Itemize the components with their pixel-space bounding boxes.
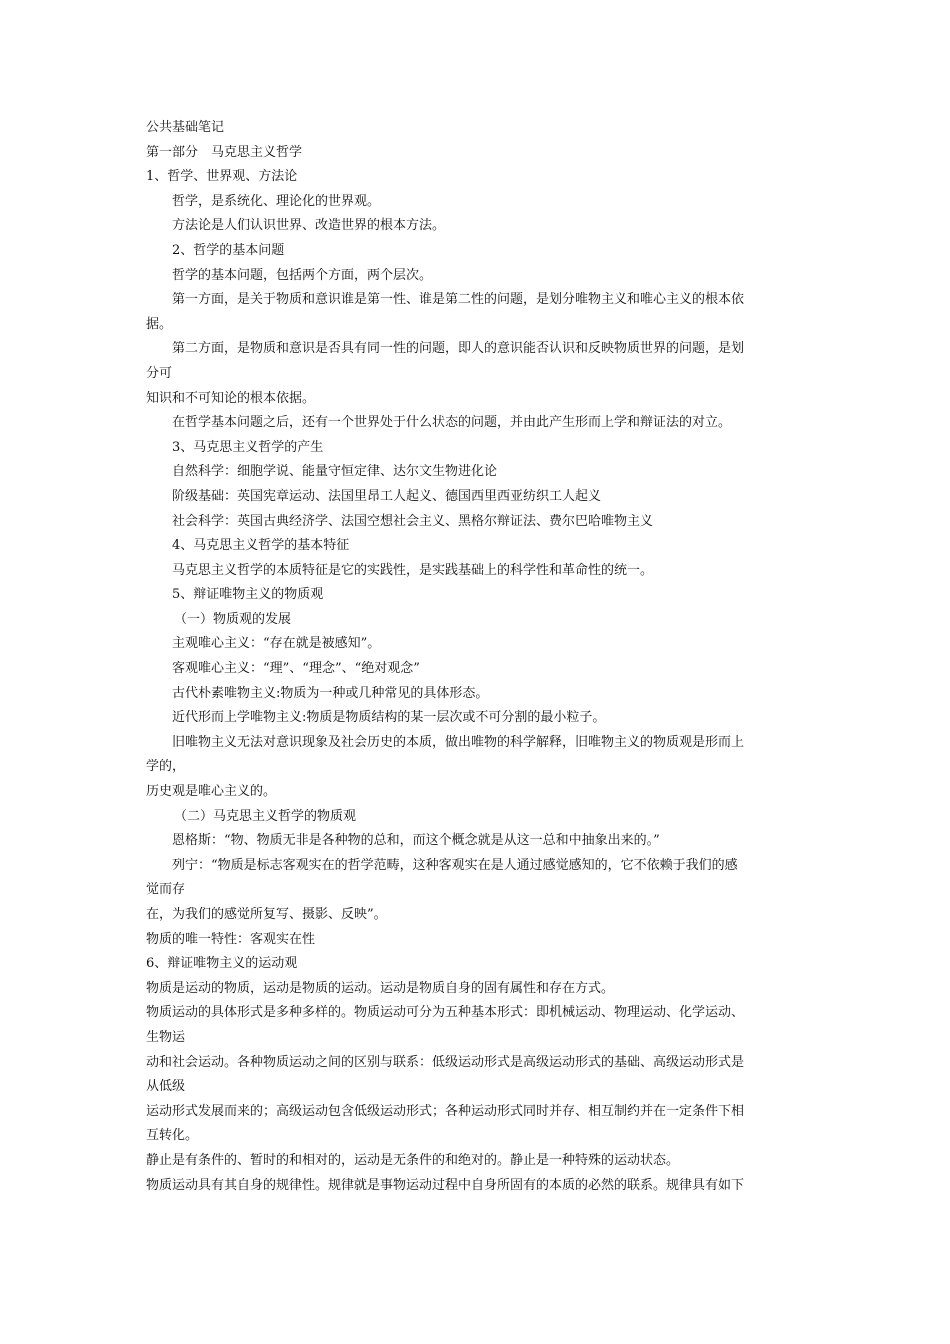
text-line: 历史观是唯心主义的。 (146, 784, 277, 800)
text-line: 物质的唯一特性：客观实在性 (146, 931, 316, 947)
text-line: 学的， (146, 759, 186, 775)
text-line: 2、哲学的基本问题 (172, 242, 285, 258)
text-line: 在哲学基本问题之后，还有一个世界处于什么状态的问题，并由此产生形而上学和辩证法的对立。 (172, 415, 732, 431)
text-line: （一）物质观的发展 (174, 611, 292, 627)
text-line: 主观唯心主义：“存在就是被感知”。 (172, 636, 381, 652)
text-line: 社会科学：英国古典经济学、法国空想社会主义、黑格尔辩证法、费尔巴哈唯物主义 (172, 513, 654, 529)
text-line: 物质是运动的物质，运动是物质的运动。运动是物质自身的固有属性和存在方式。 (146, 980, 615, 996)
text-line: 静止是有条件的、暂时的和相对的，运动是无条件的和绝对的。静止是一种特殊的运动状态。 (146, 1152, 680, 1168)
text-line: 5、辩证唯物主义的物质观 (172, 587, 324, 603)
text-line: 分可 (146, 365, 173, 381)
text-line: 1、哲学、世界观、方法论 (146, 169, 298, 185)
text-line: 据。 (146, 316, 173, 332)
text-line: 从低级 (146, 1079, 186, 1095)
text-line: 马克思主义哲学的本质特征是它的实践性，是实践基础上的科学性和革命性的统一。 (172, 562, 654, 578)
text-line: 第一方面，是关于物质和意识谁是第一性、谁是第二性的问题，是划分唯物主义和唯心主义的根本依 (172, 292, 745, 308)
text-line: 阶级基础：英国宪章运动、法国里昂工人起义、德国西里西亚纺织工人起义 (172, 488, 602, 504)
text-line: 公共基础笔记 (146, 120, 225, 135)
text-line: 运动形式发展而来的；高级运动包含低级运动形式；各种运动形式同时并存、相互制约并在一定条件下相 (146, 1103, 745, 1119)
text-line: 哲学的基本问题，包括两个方面，两个层次。 (172, 267, 433, 283)
text-line: 哲学，是系统化、理论化的世界观。 (172, 193, 381, 209)
text-line: 自然科学：细胞学说、能量守恒定律、达尔文生物进化论 (172, 464, 498, 480)
text-line: 恩格斯：“物、物质无非是各种物的总和，而这个概念就是从这一总和中抽象出来的。” (172, 833, 660, 849)
text-line: 动和社会运动。各种物质运动之间的区别与联系：低级运动形式是高级运动形式的基础、高级运动形式是 (146, 1054, 745, 1070)
text-line: 4、马克思主义哲学的基本特征 (172, 538, 350, 554)
text-line: 生物运 (146, 1029, 186, 1045)
text-line: 3、马克思主义哲学的产生 (172, 439, 324, 455)
text-line: 物质运动具有其自身的规律性。规律就是事物运动过程中自身所固有的本质的必然的联系。规律具有如下 (146, 1177, 745, 1193)
text-line: 第二方面，是物质和意识是否具有同一性的问题，即人的意识能否认识和反映物质世界的问题，是划 (172, 341, 745, 357)
text-line: 近代形而上学唯物主义:物质是物质结构的某一层次或不可分割的最小粒子。 (172, 710, 606, 726)
text-line: 旧唯物主义无法对意识现象及社会历史的本质，做出唯物的科学解释，旧唯物主义的物质观是形而上 (172, 734, 745, 750)
text-line: 互转化。 (146, 1128, 199, 1144)
text-line: 知识和不可知论的根本依据。 (146, 390, 316, 406)
text-line: 6、辩证唯物主义的运动观 (146, 956, 298, 972)
document-body (146, 116, 811, 1198)
text-line: 列宁：“物质是标志客观实在的哲学范畴，这种客观实在是人通过感觉感知的，它不依赖于我们的感 (172, 857, 738, 873)
text-line: 古代朴素唯物主义:物质为一种或几种常见的具体形态。 (172, 685, 489, 701)
text-line: 在，为我们的感觉所复写、摄影、反映”。 (146, 907, 387, 922)
text-line: （二）马克思主义哲学的物质观 (174, 808, 357, 824)
text-line: 物质运动的具体形式是多种多样的。物质运动可分为五种基本形式：即机械运动、物理运动、化学运动、 (146, 1005, 745, 1021)
text-line: 方法论是人们认识世界、改造世界的根本方法。 (172, 218, 446, 234)
text-line: 第一部分 马克思主义哲学 (146, 144, 303, 160)
text-line: 觉而存 (146, 882, 186, 898)
text-line: 客观唯心主义：“理”、“理念”、“绝对观念” (172, 661, 420, 677)
